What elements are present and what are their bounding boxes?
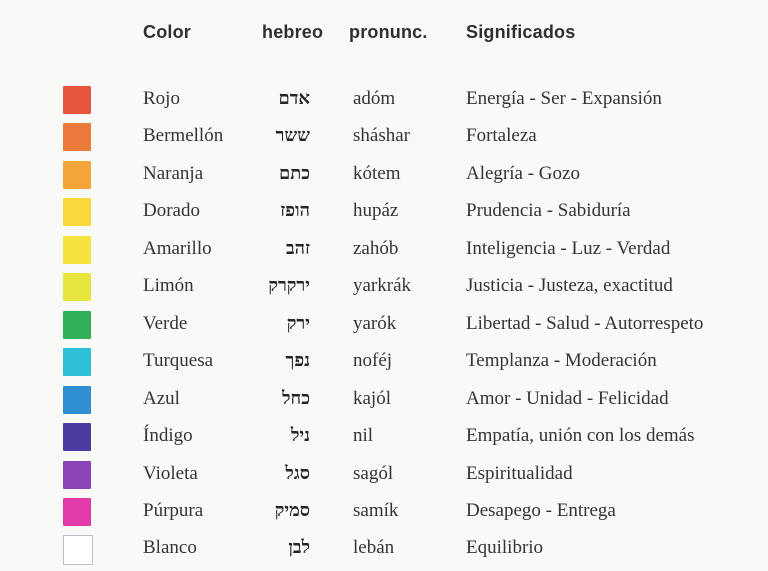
meaning: Libertad - Salud - Autorrespeto — [466, 312, 704, 334]
color-swatch — [63, 535, 93, 565]
meaning: Prudencia - Sabiduría — [466, 200, 631, 222]
pronunciation: yarkrák — [353, 275, 412, 297]
table-row — [0, 385, 768, 422]
table-row — [0, 460, 768, 497]
color-name: Dorado — [143, 200, 200, 222]
pronunciation: sháshar — [353, 125, 410, 147]
table-row — [0, 160, 768, 197]
table-row — [0, 422, 768, 459]
pronunciation: noféj — [353, 350, 393, 372]
pronunciation: samík — [353, 499, 399, 521]
color-name: Amarillo — [143, 237, 212, 259]
table-row — [0, 497, 768, 534]
color-name: Verde — [143, 312, 188, 334]
meaning: Energía - Ser - Expansión — [466, 88, 662, 109]
pronunciation: sagól — [353, 462, 394, 484]
header-hebreo: hebreo — [262, 22, 324, 42]
color-name: Limón — [143, 275, 194, 297]
color-swatch — [63, 498, 91, 526]
hebrew-word: לבן — [288, 537, 310, 559]
color-swatch — [63, 348, 91, 376]
color-swatch — [63, 273, 91, 301]
table-row — [0, 310, 768, 347]
pronunciation: zahób — [353, 237, 399, 259]
color-swatch — [63, 198, 91, 226]
meaning: Fortaleza — [466, 125, 537, 147]
pronunciation: lebán — [353, 537, 395, 559]
hebrew-word: הופז — [280, 200, 310, 222]
color-name: Índigo — [143, 425, 193, 447]
header-pronunc: pronunc. — [349, 22, 428, 42]
hebrew-word: כחל — [282, 387, 310, 409]
meaning: Alegría - Gozo — [466, 162, 580, 184]
hebrew-word: סגל — [285, 462, 310, 484]
meaning: Equilibrio — [466, 537, 544, 559]
pronunciation: kótem — [353, 162, 401, 184]
color-name: Blanco — [143, 537, 197, 559]
color-swatch — [63, 311, 91, 339]
header-significados: Significados — [466, 22, 576, 42]
meaning: Inteligencia - Luz - Verdad — [466, 237, 671, 259]
table-row — [0, 272, 768, 309]
meaning: Desapego - Entrega — [466, 499, 616, 521]
meaning: Amor - Unidad - Felicidad — [466, 387, 669, 409]
hebrew-word: ששר — [275, 125, 310, 147]
color-name: Púrpura — [143, 499, 204, 521]
meaning: Empatía, unión con los demás — [466, 425, 695, 447]
pronunciation: nil — [353, 425, 374, 447]
table-row — [0, 122, 768, 159]
meaning: Espiritualidad — [466, 462, 573, 484]
meaning: Templanza - Moderación — [466, 350, 657, 372]
hebrew-word: ניל — [291, 425, 310, 447]
color-name: Naranja — [143, 162, 204, 184]
hebrew-word: סמיק — [274, 499, 310, 521]
table-row — [0, 235, 768, 272]
pronunciation: adóm — [353, 88, 396, 109]
hebrew-word: אדם — [278, 88, 310, 109]
color-swatch — [63, 423, 91, 451]
color-swatch — [63, 123, 91, 151]
table-row — [0, 534, 768, 571]
pronunciation: yarók — [353, 312, 397, 334]
table-row — [0, 85, 768, 122]
table-row — [0, 197, 768, 234]
pronunciation: hupáz — [353, 200, 399, 222]
color-name: Turquesa — [143, 350, 214, 372]
color-swatch — [63, 461, 91, 489]
color-swatch — [63, 86, 91, 114]
color-swatch — [63, 236, 91, 264]
pronunciation: kajól — [353, 387, 391, 409]
color-name: Rojo — [143, 88, 180, 109]
hebrew-word: ירק — [286, 312, 310, 334]
hebrew-word: ירקרק — [268, 275, 310, 297]
hebrew-word: נפך — [285, 350, 310, 372]
header-color: Color — [143, 22, 191, 42]
color-name: Azul — [143, 387, 180, 409]
hebrew-word: כתם — [278, 162, 310, 184]
color-name: Bermellón — [143, 125, 224, 147]
color-swatch — [63, 161, 91, 189]
color-name: Violeta — [143, 462, 198, 484]
meaning: Justicia - Justeza, exactitud — [466, 275, 673, 297]
hebrew-word: זהב — [285, 237, 310, 259]
color-swatch — [63, 386, 91, 414]
table-row — [0, 347, 768, 384]
